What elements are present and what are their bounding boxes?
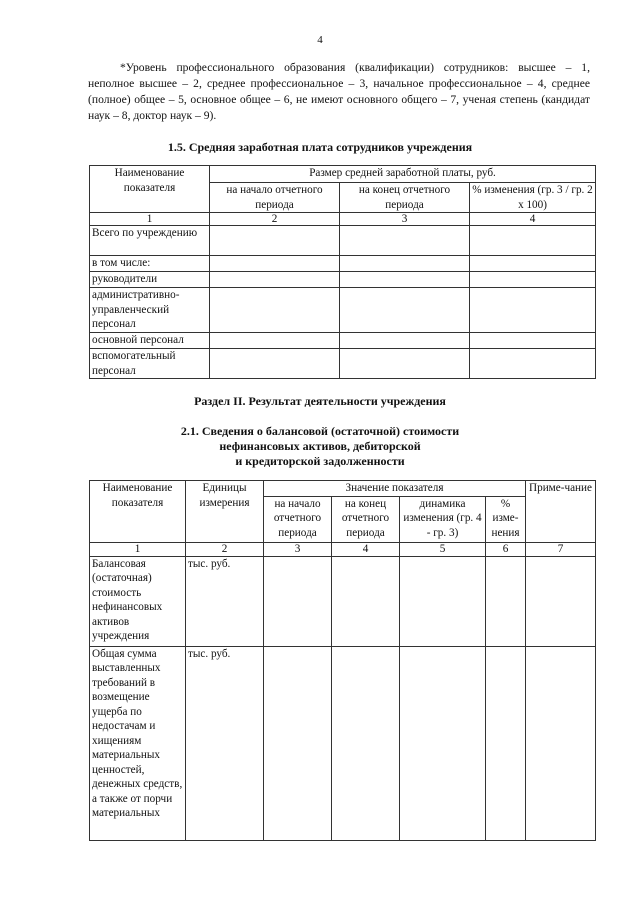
page-number: 4 <box>317 34 323 46</box>
t2-header-name: Наименование показателя <box>90 481 186 543</box>
t1-cell <box>470 349 596 379</box>
t1-header-group: Размер средней заработной платы, руб. <box>210 166 596 183</box>
t2-row-units: тыс. руб. <box>186 556 264 646</box>
t1-row-label: Всего по учреждению <box>90 226 210 256</box>
t2-colnum: 5 <box>400 542 486 556</box>
t2-colnum: 7 <box>526 542 596 556</box>
t2-cell <box>264 556 332 646</box>
t1-colnum: 1 <box>90 213 210 226</box>
t1-cell <box>340 349 470 379</box>
t1-cell <box>210 272 340 288</box>
t1-row-label: основной персонал <box>90 333 210 349</box>
t1-cell <box>210 288 340 333</box>
t2-col-pct: % изме-нения <box>486 496 526 542</box>
qualification-footnote: *Уровень профессионального образования (квалификации) сотрудников: высшее – 1, неполное высшее – 2, среднее профессиональное – 3, начальное профессиональное – 4, среднее (полное) общее – 5, основное общее – 6, не имеют основного общего – 7, ученая степень (кандидат наук – 8, доктор наук – 9). <box>88 61 590 122</box>
section-2-1-title-line: нефинансовых активов, дебиторской <box>219 439 421 453</box>
t1-cell <box>470 333 596 349</box>
t2-cell <box>400 556 486 646</box>
t1-row-label: административно-управленческий персонал <box>90 288 210 333</box>
t2-row-label-text: Общая сумма выставленных требований в возмещение ущерба по недостачам и хищениям материальных ценностей, денежных средств, а также от порчи материальных <box>92 647 183 819</box>
t2-row-label: Балансовая (остаточная) стоимость нефинансовых активов учреждения <box>90 556 186 646</box>
t2-col-start: на начало отчетного периода <box>264 496 332 542</box>
t1-colnum: 2 <box>210 213 340 226</box>
t2-header-group: Значение показателя <box>264 481 526 497</box>
t2-cell <box>400 646 486 840</box>
t2-cell <box>486 556 526 646</box>
t2-cell <box>526 646 596 840</box>
t1-cell <box>210 226 340 256</box>
t1-colnum: 4 <box>470 213 596 226</box>
t1-colnum: 3 <box>340 213 470 226</box>
t1-cell <box>470 288 596 333</box>
section-2-1-title-line: и кредиторской задолженности <box>235 454 405 468</box>
t2-cell <box>332 556 400 646</box>
t2-colnum: 6 <box>486 542 526 556</box>
t1-cell <box>470 256 596 272</box>
t2-col-end: на конец отчетного периода <box>332 496 400 542</box>
t1-cell <box>210 333 340 349</box>
t2-cell <box>264 646 332 840</box>
t1-cell <box>210 349 340 379</box>
t2-colnum: 4 <box>332 542 400 556</box>
t1-cell <box>210 256 340 272</box>
t1-col-start: на начало отчетного периода <box>210 183 340 213</box>
t1-cell <box>340 333 470 349</box>
t1-cell <box>340 226 470 256</box>
section-2-1-title <box>0 424 640 469</box>
t2-colnum: 3 <box>264 542 332 556</box>
t1-cell <box>470 272 596 288</box>
t1-col-pct: % изменения (гр. 3 / гр. 2 х 100) <box>470 183 596 213</box>
section-1-5-title: 1.5. Средняя заработная плата сотрудников учреждения <box>167 140 473 154</box>
t1-header-name: Наименование показателя <box>90 166 210 213</box>
t1-cell <box>470 226 596 256</box>
t2-cell <box>486 646 526 840</box>
t2-header-units: Единицы измерения <box>186 481 264 543</box>
t1-cell <box>340 256 470 272</box>
assets-table <box>89 480 596 841</box>
t1-row-label: в том числе: <box>90 256 210 272</box>
t1-col-end: на конец отчетного периода <box>340 183 470 213</box>
t2-colnum: 2 <box>186 542 264 556</box>
salary-table <box>89 165 596 379</box>
t2-header-note: Приме-чание <box>526 481 596 543</box>
t1-row-label: руководители <box>90 272 210 288</box>
t1-row-label: вспомогательный персонал <box>90 349 210 379</box>
t1-cell <box>340 288 470 333</box>
section-2-title: Раздел II. Результат деятельности учреждения <box>194 394 446 408</box>
t2-col-dynamics: динамика изменения (гр. 4 - гр. 3) <box>400 496 486 542</box>
section-2-1-title-line: 2.1. Сведения о балансовой (остаточной) стоимости <box>180 424 460 438</box>
t2-row-units: тыс. руб. <box>186 646 264 840</box>
t2-row-label <box>90 646 186 840</box>
t2-cell <box>526 556 596 646</box>
t2-cell <box>332 646 400 840</box>
t1-cell <box>340 272 470 288</box>
t2-colnum: 1 <box>90 542 186 556</box>
